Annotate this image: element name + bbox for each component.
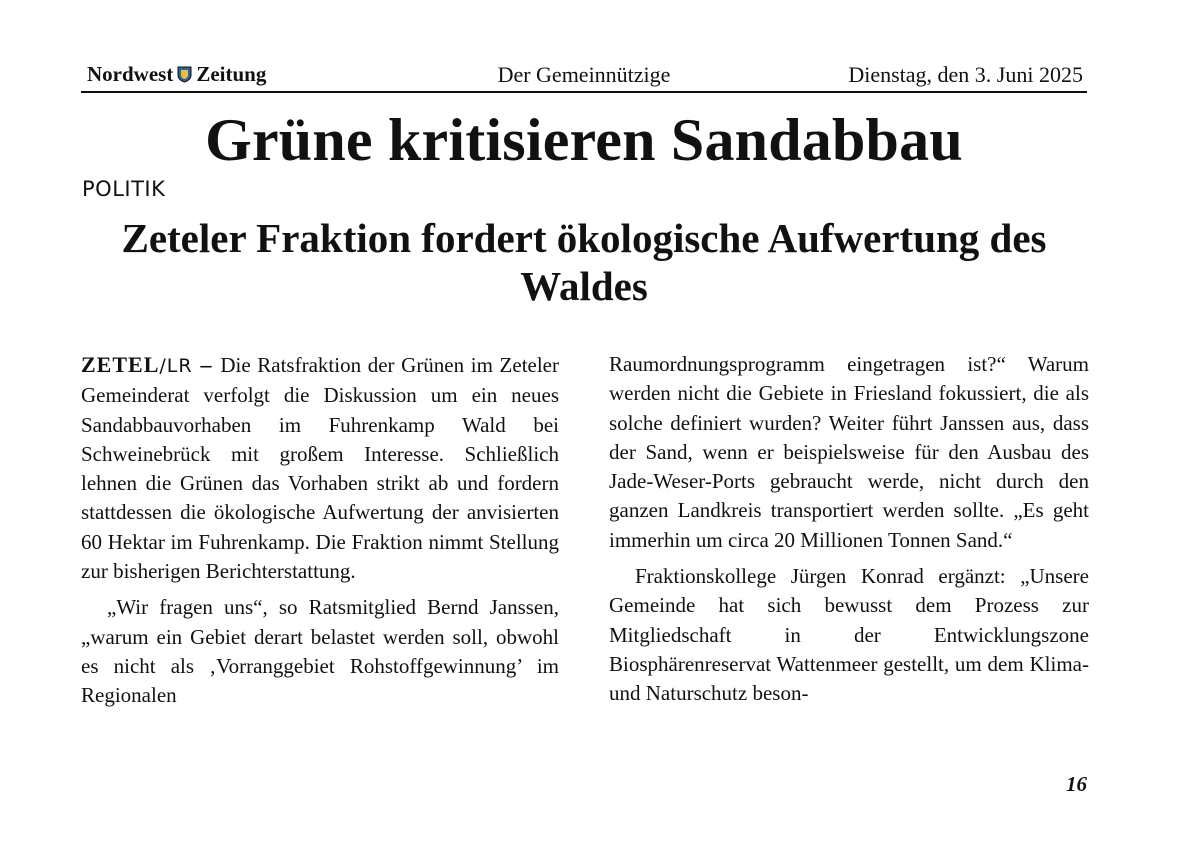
paragraph (81, 350, 559, 586)
issue-date: Dienstag, den 3. Juni 2025 (848, 62, 1083, 87)
dateline-place: ZETEL (81, 352, 160, 377)
body-text: Die Ratsfraktion der Grünen im Zeteler Gemeinderat verfolgt die Diskussion um ein neues Sandabbauvorhaben im Fuhrenkamp Wald bei Schweinebrück mit großem Interesse. Schließlich lehnen die Grünen das Vorhaben strikt ab und fordern stattdessen die ökologische Aufwertung der anvisierten 60 Hektar im Fuhrenkamp. Die Fraktion nimmt Stellung zur bisherigen Berichterstattung. (81, 353, 559, 584)
dateline-dash: – (192, 352, 221, 377)
page-number: 16 (1066, 772, 1087, 796)
paragraph: Raumordnungsprogramm eingetragen ist?“ Warum werden nicht die Gebiete in Friesland fokussiert, die als solche definiert wurden? Weiter führt Janssen aus, dass der Sand, wenn er beispielsweise für den Ausbau des Jade-Weser-Ports gebraucht werde, nicht durch den ganzen Landkreis transportiert werden sollte. „Es geht immerhin um circa 20 Millionen Tonnen Sand.“ (609, 352, 1089, 552)
article-column-1 (81, 350, 559, 711)
paper-name: Nordwest (87, 62, 174, 86)
masthead (81, 58, 1087, 93)
dateline-agency: /LR (159, 355, 193, 377)
headline: Grüne kritisieren Sandabbau (205, 107, 963, 173)
paper-subtitle: Der Gemeinnützige (497, 62, 671, 87)
article-column-2 (609, 350, 1089, 709)
section-label: POLITIK (82, 177, 166, 201)
paragraph: Fraktionskollege Jürgen Konrad ergänzt: „Unsere Gemeinde hat sich bewusst dem Prozess zur Mitgliedschaft in der Entwicklungszone Biosphärenreservat Wattenmeer gestellt, um dem Klima- und Naturschutz beson- (609, 564, 1089, 706)
subheadline: Zeteler Fraktion fordert ökologische Aufwertung des Waldes (121, 215, 1047, 309)
paper-name-2: Zeitung (196, 62, 267, 86)
paragraph: „Wir fragen uns“, so Ratsmitglied Bernd Janssen, „warum ein Gebiet derart belastet werden soll, obwohl es nicht als ‚Vorranggebiet Rohstoffgewinnung’ im Regionalen (81, 595, 559, 708)
dateline (81, 352, 220, 377)
